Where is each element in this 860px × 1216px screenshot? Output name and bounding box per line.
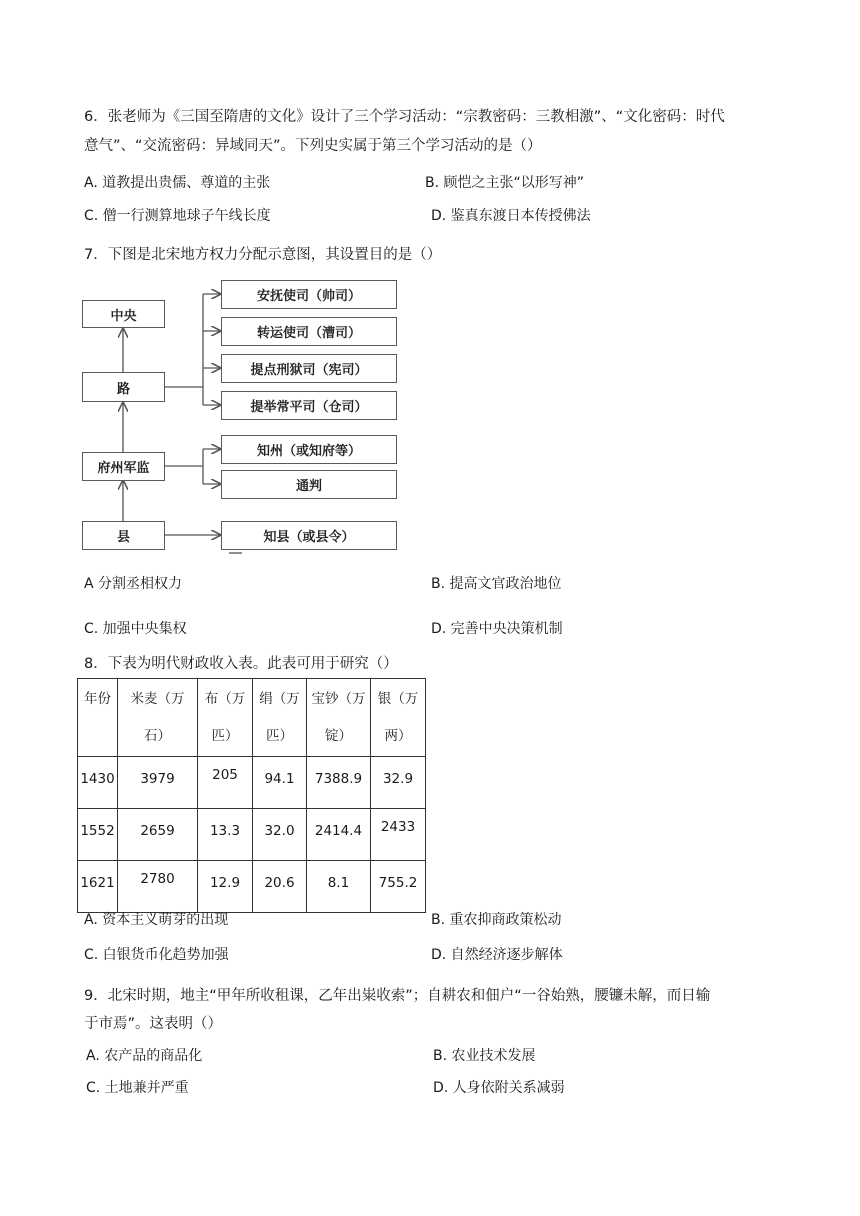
table-cell: 20.6 [253,861,307,913]
q8-option-a: A. 资本主义萌芽的出现 [84,912,229,928]
table-cell: 7388.9 [307,757,371,809]
q6-option-b: B. 顾恺之主张“以形写神” [425,175,585,191]
q7-option-c: C. 加强中央集权 [84,621,187,637]
q9-stem-line1: 9．北宋时期，地主“甲年所收租课，乙年出粜收索”；自耕农和佃户“一谷始熟，腰镰未解，而日输 [84,988,711,1004]
q9-option-a: A. 农产品的商品化 [86,1048,203,1064]
q9-stem-line2: 于市焉”。这表明（） [84,1016,223,1032]
table-row [78,809,426,861]
header-cell: 米麦（万石） [118,679,198,757]
table-cell: 2780 [118,861,198,913]
table-cell: 1552 [78,809,118,861]
table-cell: 205 [198,757,253,809]
table-row [78,757,426,809]
table-cell: 2414.4 [307,809,371,861]
q9-option-d: D. 人身依附关系减弱 [433,1080,565,1096]
q6-option-a: A. 道教提出贵儒、尊道的主张 [84,175,271,191]
node-fuzhou: 府州军监 [82,452,165,481]
table-cell: 13.3 [198,809,253,861]
table-header-row [78,679,426,757]
node-central: 中央 [82,300,165,328]
q8-option-d: D. 自然经济逐步解体 [431,947,563,963]
header-cell: 布（万 匹） [198,679,253,757]
node-lu: 路 [82,372,165,402]
q6-stem-line2: 意气”、“交流密码：异域同天”。下列史实属于第三个学习活动的是（） [84,138,542,154]
q6-option-d: D. 鉴真东渡日本传授佛法 [431,208,591,224]
node-tongpan: 通判 [221,470,397,499]
node-cao-si: 转运使司（漕司） [221,317,397,346]
table-cell: 32.0 [253,809,307,861]
node-shuai-si: 安抚使司（帅司） [221,280,397,309]
header-cell: 宝钞（万 锭） [307,679,371,757]
table-cell: 8.1 [307,861,371,913]
q6-option-c: C. 僧一行测算地球子午线长度 [84,208,271,224]
node-zhizhou: 知州（或知府等） [221,435,397,464]
q8-stem: 8．下表为明代财政收入表。此表可用于研究（） [84,656,398,672]
q9-option-c: C. 土地兼并严重 [86,1080,189,1096]
table-cell: 755.2 [371,861,426,913]
q8-option-b: B. 重农抑商政策松动 [431,912,562,928]
table-cell: 94.1 [253,757,307,809]
header-cell: 绢（万 匹） [253,679,307,757]
node-zhixian: 知县（或县令） [221,521,397,550]
q6-stem-line1: 6．张老师为《三国至隋唐的文化》设计了三个学习活动：“宗教密码：三教相激”、“文化密码：时代 [84,109,725,125]
table-row [78,861,426,913]
table-cell: 1430 [78,757,118,809]
q9-option-b: B. 农业技术发展 [433,1048,536,1064]
table-cell: 3979 [118,757,198,809]
q7-option-b: B. 提高文官政治地位 [431,576,562,592]
table-cell: 2433 [371,809,426,861]
header-cell: 年份 [78,679,118,757]
table-cell: 2659 [118,809,198,861]
q7-option-a: A 分割丞相权力 [84,576,183,592]
q7-option-d: D. 完善中央决策机制 [431,621,563,637]
table-cell: 1621 [78,861,118,913]
q8-option-c: C. 白银货币化趋势加强 [84,947,229,963]
node-cang-si: 提举常平司（仓司） [221,391,397,420]
header-cell: 银（万 两） [371,679,426,757]
node-xian-si: 提点刑狱司（宪司） [221,354,397,383]
node-xian: 县 [82,521,165,550]
ming-revenue-table [77,678,426,913]
table-cell: 32.9 [371,757,426,809]
q7-stem: 7．下图是北宋地方权力分配示意图，其设置目的是（） [84,247,442,263]
table-cell: 12.9 [198,861,253,913]
